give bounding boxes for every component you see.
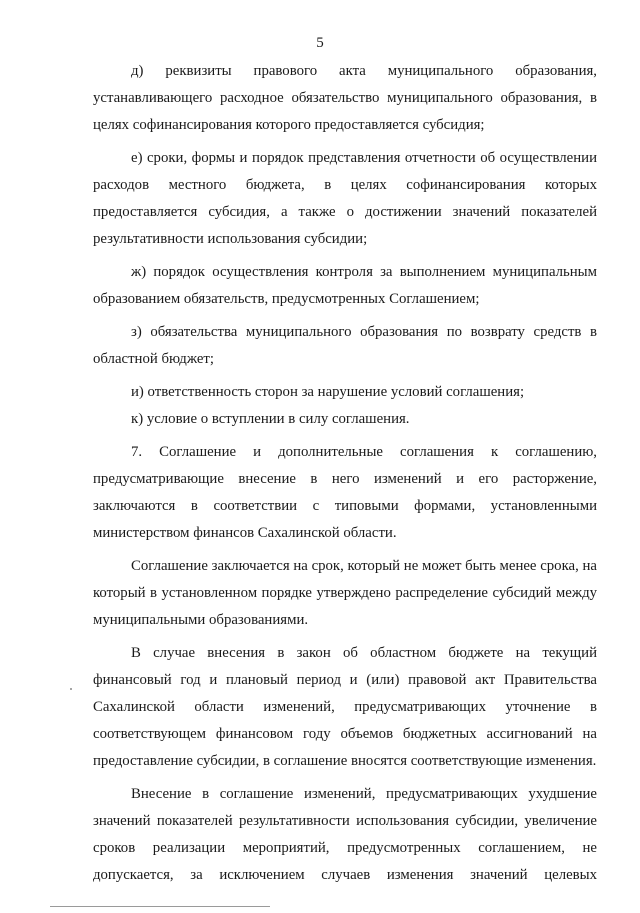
paragraph-7: 7. Соглашение и дополнительные соглашения к соглашению, предусматривающие внесение в него изменений и его расторжение, заключаются в соответствии с типовыми формами, установленными министерством финансов Сахалинской области. [93,444,597,541]
paragraph-budget-changes: В случае внесения в закон об областном бюджете на текущий финансовый год и плановый период и (или) правовой акт Правительства Сахалинской области изменений, предусматривающих уточнение в соответствующем финансовом году объемов бюджетных ассигнований на предоставление субсидии, в соглашение вносятся соответствующие изменения. [93,645,597,769]
paragraph-d: д) реквизиты правового акта муниципального образования, устанавливающего расходное обязательство муниципального образования, в целях софинансирования которого предоставляется субсидия; [93,63,597,133]
paragraph-amendments: Внесение в соглашение изменений, предусматривающих ухудшение значений показателей результативности использования субсидии, увеличение сроков реализации мероприятий, предусмотренных соглашением, не допускается, за исключением случаев изменения значений целевых [93,786,597,883]
paragraph-i: и) ответственность сторон за нарушение условий соглашения; [131,384,525,400]
paragraph-z: з) обязательства муниципального образования по возврату средств в областной бюджет; [93,324,597,367]
paragraph-e: е) сроки, формы и порядок представления отчетности об осуществлении расходов местного бюджета, в целях софинансирования которых предоставляется субсидия, а также о достижении значений показателей результативности использования субсидии; [93,150,597,247]
paragraph-zh: ж) порядок осуществления контроля за выполнением муниципальным образованием обязательств, предусмотренных Соглашением; [93,264,597,307]
scan-artifact-dot [70,688,72,690]
page-number: 5 [316,35,324,51]
document-body [93,58,597,889]
paragraph-agreement-term: Соглашение заключается на срок, который не может быть менее срока, на который в установленном порядке утверждено распределение субсидий между муниципальными образованиями. [93,558,597,628]
paragraph-k: к) условие о вступлении в силу соглашения. [131,411,410,427]
scan-artifact-line [50,906,270,907]
